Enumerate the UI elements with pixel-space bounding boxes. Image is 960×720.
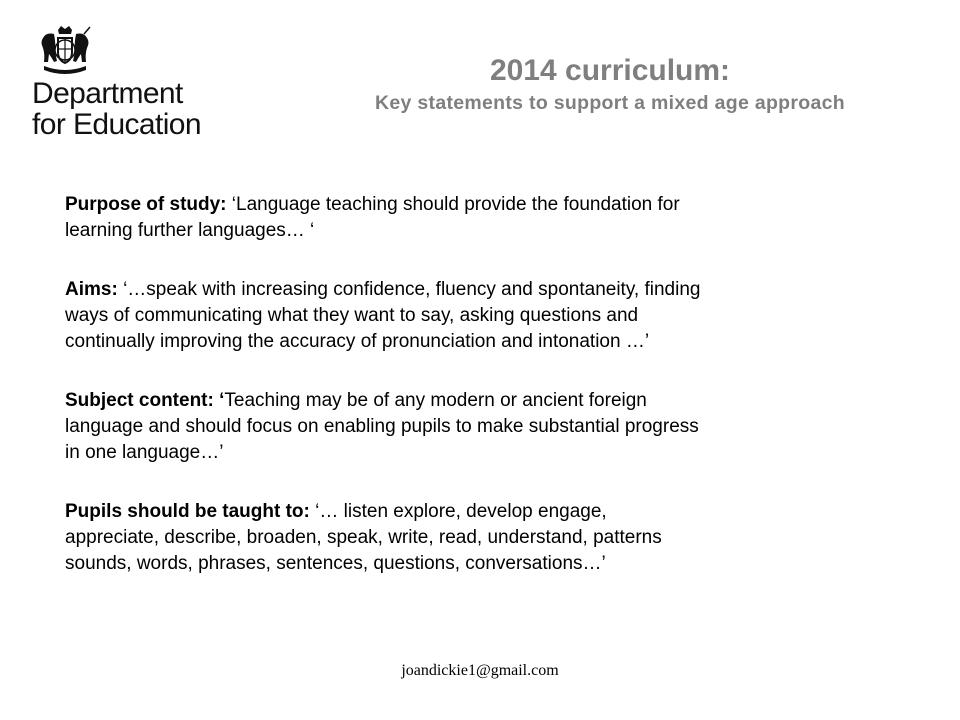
paragraph-text: ‘… listen explore, develop engage, appreciate, describe, broaden, speak, write, read, understand, patterns sounds, words, phrases, sentences, questions, conversations…’ bbox=[65, 501, 662, 574]
paragraph-label: Subject content: ‘ bbox=[65, 390, 225, 411]
paragraph-label: Purpose of study: bbox=[65, 194, 227, 215]
slide-subtitle: Key statements to support a mixed age approach bbox=[374, 92, 845, 114]
paragraph-aims bbox=[65, 277, 895, 355]
dfe-logo bbox=[28, 24, 214, 146]
slide-title: 2014 curriculum: bbox=[489, 54, 731, 87]
paragraph-pupils-taught bbox=[65, 499, 895, 577]
slide-header bbox=[320, 52, 900, 116]
royal-coat-of-arms-icon bbox=[34, 24, 96, 76]
paragraph-text: ‘…speak with increasing confidence, fluency and spontaneity, finding ways of communicating what they want to say, asking questions and continually improving the accuracy of pronunciation and intonation …’ bbox=[65, 279, 701, 352]
logo-line-1: Department bbox=[32, 77, 183, 110]
dfe-logo-wordmark bbox=[32, 78, 201, 140]
paragraph-label: Pupils should be taught to: bbox=[65, 501, 310, 522]
paragraph-subject-content bbox=[65, 388, 895, 466]
paragraph-purpose-of-study bbox=[65, 192, 895, 244]
paragraph-label: Aims: bbox=[65, 279, 118, 300]
logo-line-2: for Education bbox=[32, 108, 201, 141]
footer-email: joandickie1@gmail.com bbox=[401, 662, 559, 679]
paragraph-text: Teaching may be of any modern or ancient foreign language and should focus on enabling pupils to make substantial progress in one language…’ bbox=[65, 390, 699, 463]
slide-body bbox=[65, 192, 895, 610]
paragraph-text: ‘Language teaching should provide the foundation for learning further languages… ‘ bbox=[65, 194, 680, 241]
